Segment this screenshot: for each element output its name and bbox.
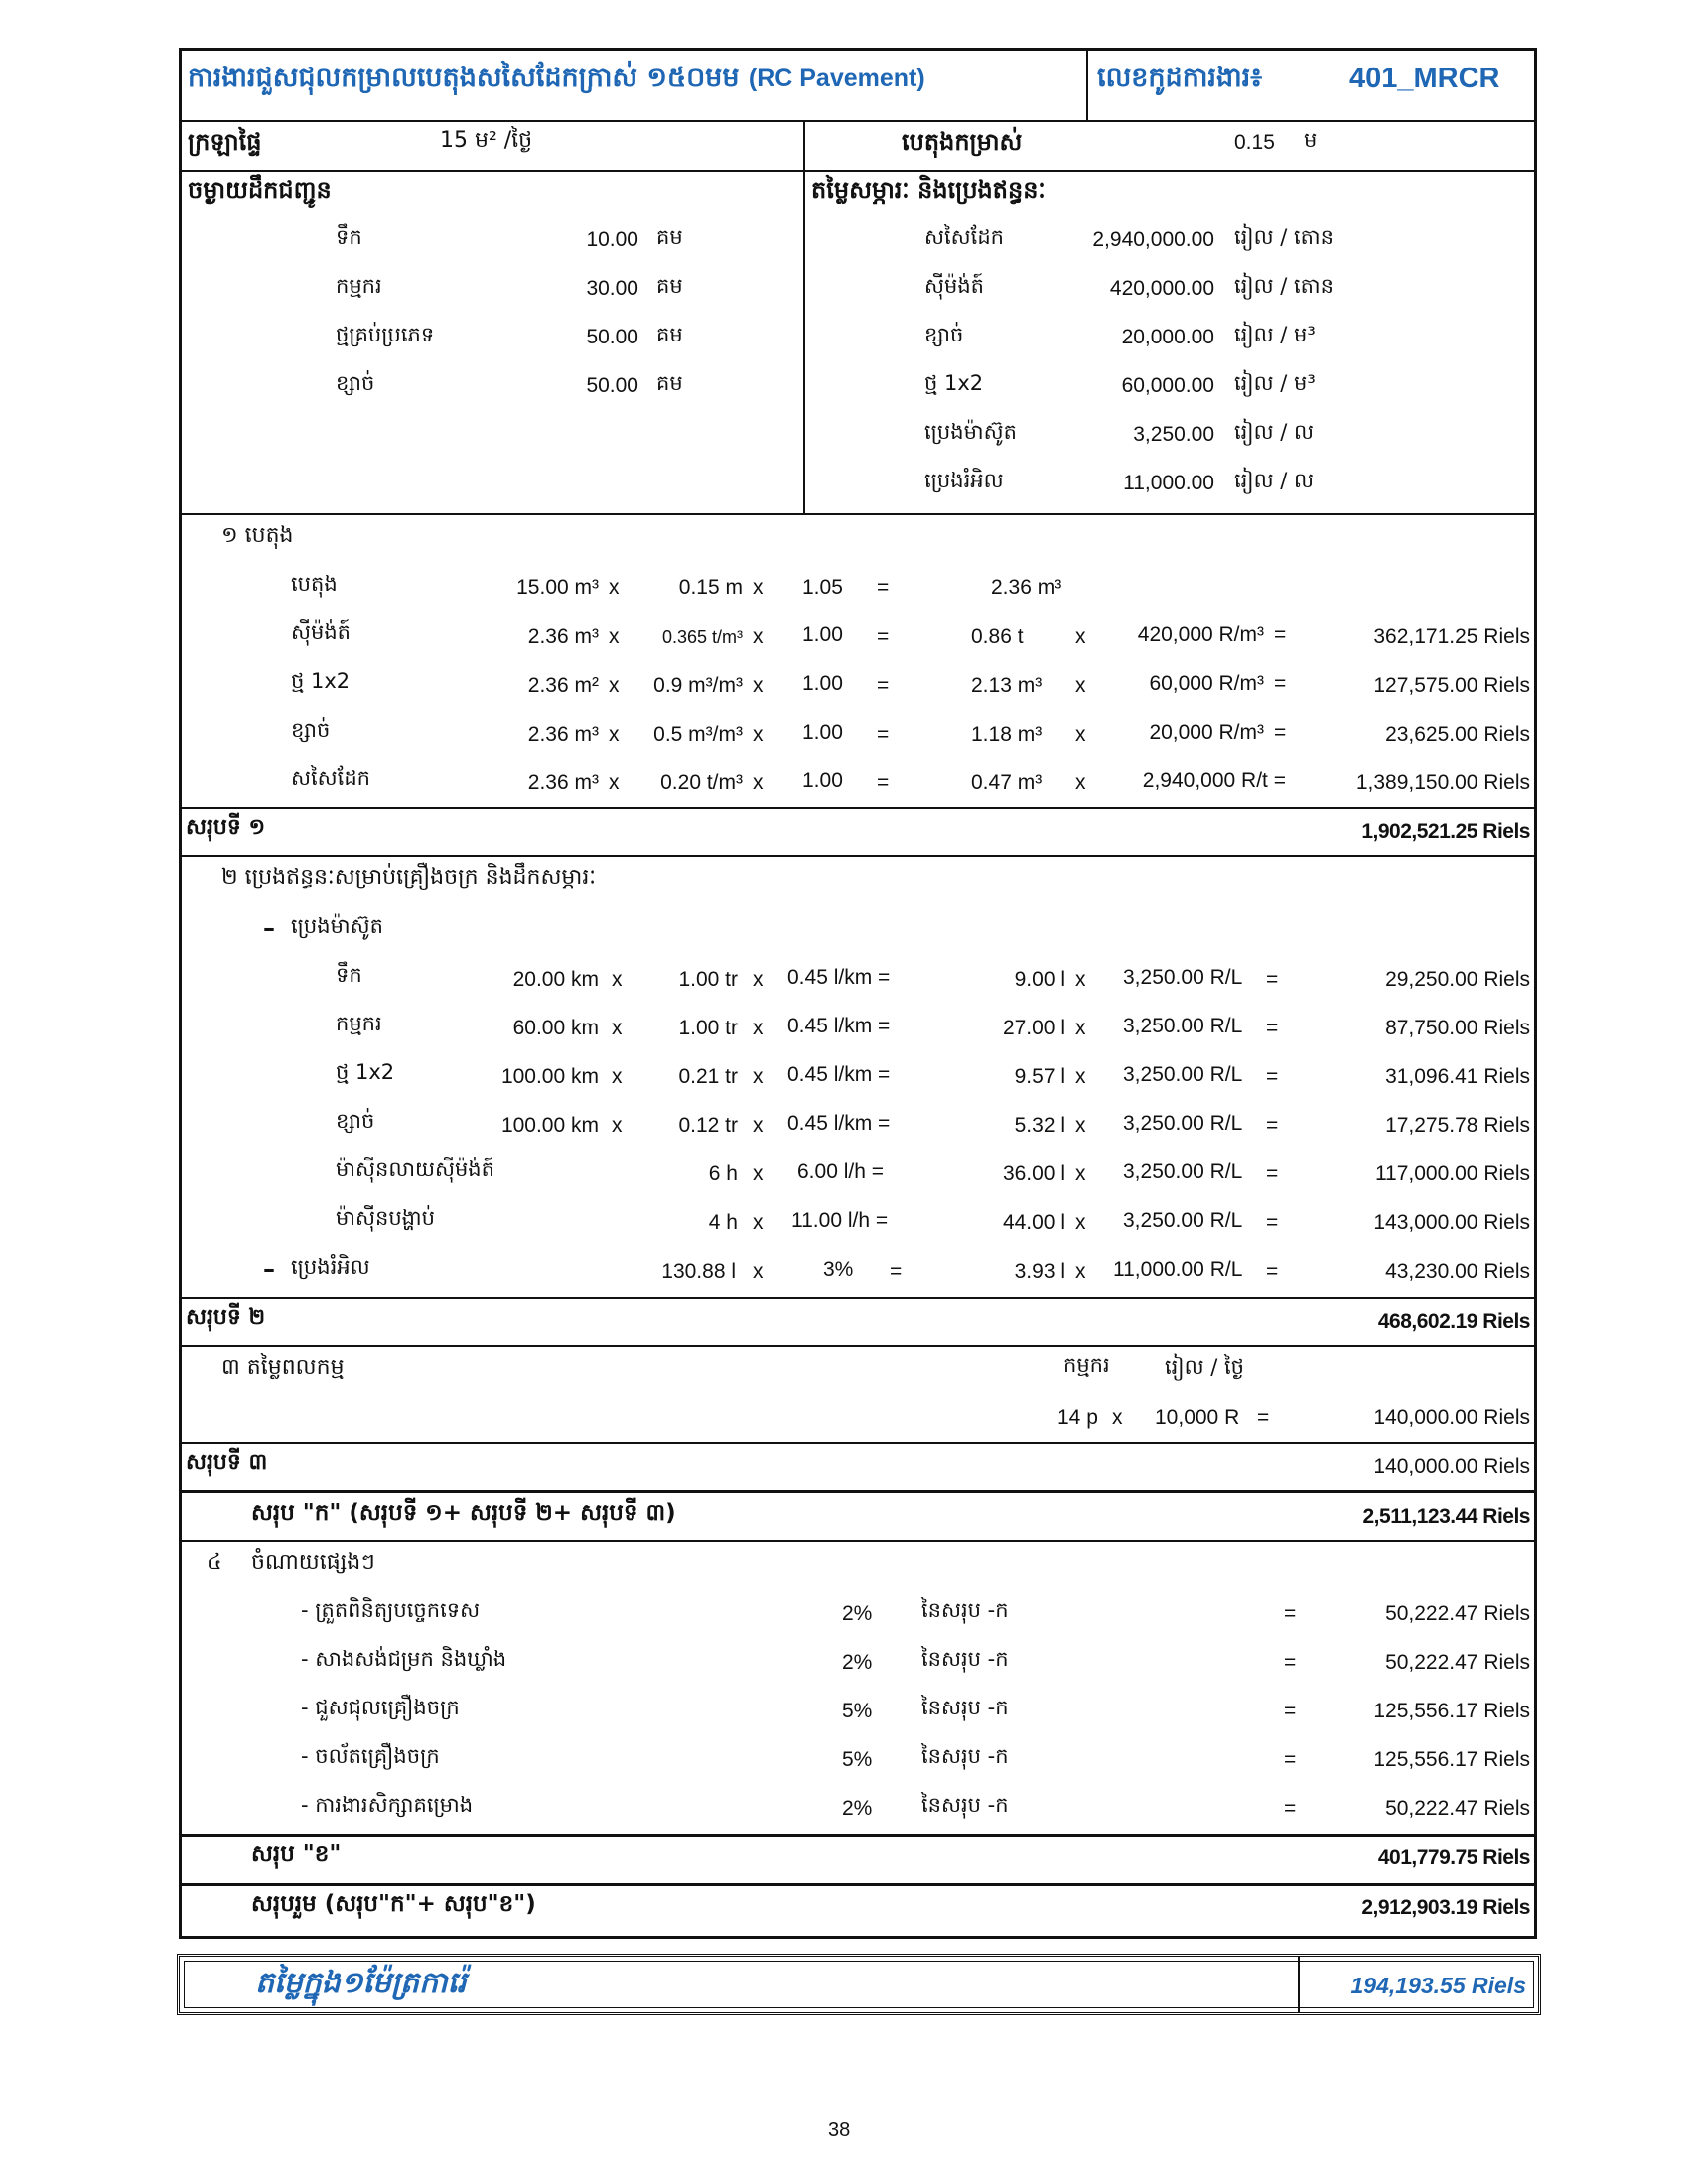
table-cell: 3,250.00 R/L <box>1123 1209 1243 1232</box>
grand-total-label: សរុបរួម (សរុប"ក"+ សរុប"ខ") <box>251 1891 536 1917</box>
table-cell: = <box>877 771 890 794</box>
price-item-value: 11,000.00 <box>1123 472 1214 494</box>
table-cell: = <box>1266 1017 1279 1039</box>
table-cell: 0.12 tr <box>678 1114 738 1137</box>
table-cell: x <box>609 723 620 746</box>
table-cell: x <box>609 576 620 599</box>
table-cell: 60.00 km <box>512 1017 599 1039</box>
price-item-value: 20,000.00 <box>1121 326 1214 348</box>
table-cell: 0.9 m³/m³ <box>653 674 743 697</box>
price-item-name: សសៃដែក <box>924 225 1004 249</box>
table-cell: x <box>753 576 764 599</box>
table-cell: 0.45 l/km = <box>787 1015 891 1037</box>
table-cell: 130.88 l <box>661 1260 736 1283</box>
distance-item-unit: គម <box>656 225 683 249</box>
table-cell: x <box>753 1260 764 1283</box>
table-cell: = <box>1274 721 1287 744</box>
table-cell: 0.5 m³/m³ <box>653 723 743 746</box>
price-item-name: ថ្ម 1x2 <box>924 371 984 395</box>
table-cell: = <box>1284 1748 1297 1771</box>
table-cell: 1.00 <box>802 721 843 744</box>
table-row-name: ស៊ីម៉ង់ត៍ <box>291 620 351 644</box>
table-cell-total: 31,096.41 Riels <box>1385 1065 1530 1088</box>
table-cell: 2.36 m³ <box>991 576 1062 599</box>
thickness-unit: ម <box>1304 128 1318 152</box>
table-cell: x <box>753 1017 764 1039</box>
table-cell: 1.00 <box>802 769 843 792</box>
divider <box>803 120 805 515</box>
section2-subtotal-label: សរុបទី ២ <box>186 1305 266 1330</box>
table-cell: នៃសរុប -ក <box>921 1793 1009 1817</box>
table-cell: x <box>1075 968 1086 991</box>
table-cell: 36.00 l <box>1002 1162 1065 1185</box>
table-cell: = <box>877 625 890 648</box>
table-cell: 100.00 km <box>500 1065 599 1088</box>
table-cell: = <box>1266 1211 1279 1234</box>
table-cell: x <box>612 1114 623 1137</box>
divider <box>182 1883 1534 1886</box>
table-cell-total: 127,575.00 Riels <box>1373 674 1530 697</box>
price-item-unit: រៀល / តោន <box>1234 225 1334 249</box>
table-cell: 0.365 t/m³ <box>661 627 743 647</box>
labor-col-rate: រៀល / ថ្ងៃ <box>1165 1355 1245 1379</box>
table-cell: 6.00 l/h = <box>797 1160 884 1183</box>
table-cell: x <box>1075 625 1086 648</box>
section1-subtotal-label: សរុបទី ១ <box>186 815 266 840</box>
total-b-label: សរុប "ខ" <box>251 1842 342 1867</box>
table-cell: = <box>1274 623 1287 646</box>
table-cell: 3.93 l <box>1014 1260 1065 1283</box>
table-cell: 2.36 m³ <box>527 771 599 794</box>
table-cell: 1.05 <box>802 576 843 599</box>
table-cell: 2.36 m³ <box>527 625 599 648</box>
unit-price-label: តម្លៃក្នុង១ម៉ែត្រការ៉េ <box>255 1966 467 2000</box>
table-cell: 15.00 m³ <box>516 576 599 599</box>
divider <box>182 1442 1534 1444</box>
table-cell: 44.00 l <box>1002 1211 1065 1234</box>
divider <box>182 1490 1534 1493</box>
table-cell-total: 125,556.17 Riels <box>1373 1748 1530 1771</box>
table-cell-total: 143,000.00 Riels <box>1373 1211 1530 1234</box>
table-cell: = <box>877 723 890 746</box>
divider <box>182 1297 1534 1299</box>
section3-subtotal-label: សរុបទី ៣ <box>186 1450 268 1475</box>
work-code-label: លេខកូដការងារ៖ <box>1097 63 1263 93</box>
table-cell: 3,250.00 R/L <box>1123 1112 1243 1135</box>
table-cell: = <box>1274 672 1287 695</box>
table-cell: x <box>609 674 620 697</box>
table-cell: 60,000 R/m³ <box>1149 672 1264 695</box>
table-cell: នៃសរុប -ក <box>921 1647 1009 1671</box>
table-cell-total: 50,222.47 Riels <box>1385 1651 1530 1674</box>
table-cell: = <box>890 1260 903 1283</box>
table-cell: 10,000 R <box>1155 1406 1240 1429</box>
table-cell: x <box>1075 1211 1086 1234</box>
distance-item-name: ថ្មគ្រប់ប្រភេទ <box>336 323 435 346</box>
table-cell-total: 362,171.25 Riels <box>1373 625 1530 648</box>
table-cell: = <box>1266 1162 1279 1185</box>
table-cell: = <box>1284 1602 1297 1625</box>
price-item-name: ប្រេងម៉ាស៊ូត <box>924 420 1017 444</box>
distance-item-value: 30.00 <box>586 277 638 300</box>
price-item-unit: រៀល / ល <box>1234 420 1315 444</box>
table-cell: x <box>609 625 620 648</box>
section2-subtotal: 468,602.19 Riels <box>1377 1310 1530 1333</box>
section1-subtotal: 1,902,521.25 Riels <box>1361 820 1530 843</box>
table-row-name: ខ្សាច់ <box>291 718 331 742</box>
page-number: 38 <box>828 2119 851 2141</box>
thickness-label: បេតុងកម្រាស់ <box>902 128 1023 156</box>
total-a-value: 2,511,123.44 Riels <box>1362 1505 1530 1528</box>
divider <box>1086 51 1088 120</box>
table-row-name: បេតុង <box>291 572 338 596</box>
divider <box>182 170 1534 172</box>
table-cell-total: 17,275.78 Riels <box>1385 1114 1530 1137</box>
unit-price-value: 194,193.55 Riels <box>1350 1973 1526 1998</box>
table-cell: 2,940,000 R/t = <box>1142 769 1286 792</box>
table-cell: 2.13 m³ <box>971 674 1043 697</box>
table-row-name: - ការងារសិក្សាគម្រោង <box>301 1793 474 1817</box>
table-cell: x <box>753 1162 764 1185</box>
table-cell: 20,000 R/m³ <box>1149 721 1264 744</box>
table-cell: x <box>753 771 764 794</box>
table-cell-total: 50,222.47 Riels <box>1385 1602 1530 1625</box>
table-cell: 0.45 l/km = <box>787 966 891 989</box>
table-row-name: - ជួសជុលគ្រឿងចក្រ <box>301 1696 460 1719</box>
table-cell: x <box>753 674 764 697</box>
table-cell-total: 117,000.00 Riels <box>1374 1162 1530 1185</box>
table-cell: 420,000 R/m³ <box>1137 623 1264 646</box>
price-item-value: 420,000.00 <box>1109 277 1214 300</box>
table-cell: នៃសរុប -ក <box>921 1696 1009 1719</box>
table-cell: 3,250.00 R/L <box>1123 966 1243 989</box>
table-cell: 27.00 l <box>1002 1017 1065 1039</box>
section1-title: ១ បេតុង <box>221 523 294 548</box>
table-cell: 5.32 l <box>1014 1114 1065 1137</box>
table-cell: 2% <box>842 1797 873 1820</box>
table-cell: 0.21 tr <box>678 1065 738 1088</box>
sheet-title <box>188 65 925 91</box>
section3-subtotal: 140,000.00 Riels <box>1373 1455 1530 1478</box>
table-cell: 0.20 t/m³ <box>660 771 743 794</box>
table-cell: 3,250.00 R/L <box>1123 1015 1243 1037</box>
table-cell-total: 23,625.00 Riels <box>1385 723 1530 746</box>
labor-col-workers: កម្មករ <box>1063 1353 1110 1377</box>
table-cell: x <box>753 1211 764 1234</box>
table-row-name: ប្រេងរំអិល <box>291 1255 370 1279</box>
table-cell: 0.45 l/km = <box>787 1112 891 1135</box>
table-row-name: - ត្រួតពិនិត្យបច្ចេកទេស <box>301 1598 481 1622</box>
price-item-name: ប្រេងរំអិល <box>924 469 1004 492</box>
productivity-label: ក្រឡាផ្ទៃ <box>188 128 262 156</box>
divider <box>182 1834 1534 1837</box>
table-cell: x <box>1075 1017 1086 1039</box>
table-cell: 5% <box>842 1700 873 1722</box>
table-cell: 2.36 m² <box>527 674 599 697</box>
table-cell: = <box>1284 1651 1297 1674</box>
divider <box>182 1540 1534 1542</box>
table-cell: = <box>1266 1260 1279 1283</box>
table-cell: x <box>1075 1114 1086 1137</box>
table-cell: 5% <box>842 1748 873 1771</box>
table-cell-total: 140,000.00 Riels <box>1373 1406 1530 1429</box>
table-cell: x <box>753 968 764 991</box>
table-cell-total: 50,222.47 Riels <box>1385 1797 1530 1820</box>
table-cell: 0.86 t <box>971 625 1024 648</box>
table-cell: x <box>753 1114 764 1137</box>
distance-item-value: 50.00 <box>586 326 638 348</box>
divider <box>182 807 1534 809</box>
table-cell: = <box>877 674 890 697</box>
table-cell: x <box>609 771 620 794</box>
table-cell: x <box>1075 723 1086 746</box>
table-row-name: - ចល័តគ្រឿងចក្រ <box>301 1744 440 1768</box>
table-row-name: សសៃដែក <box>291 766 370 790</box>
table-cell: 3,250.00 R/L <box>1123 1063 1243 1086</box>
distance-item-name: ទឹក <box>336 225 362 249</box>
price-item-unit: រៀល / ម³ <box>1234 323 1316 346</box>
divider <box>182 513 1534 515</box>
price-item-name: ស៊ីម៉ង់ត៍ <box>924 274 984 298</box>
table-cell: = <box>877 576 890 599</box>
bullet-dash: – <box>263 914 275 942</box>
distance-item-unit: គម <box>656 323 683 346</box>
table-cell-total: 29,250.00 Riels <box>1385 968 1530 991</box>
table-cell: 3,250.00 R/L <box>1123 1160 1243 1183</box>
table-cell: 4 h <box>708 1211 738 1234</box>
table-cell: 1.00 <box>802 623 843 646</box>
distance-item-unit: គម <box>656 274 683 298</box>
price-item-value: 60,000.00 <box>1121 374 1214 397</box>
grand-total-value: 2,912,903.19 Riels <box>1361 1896 1530 1919</box>
distance-item-value: 50.00 <box>586 374 638 397</box>
price-item-name: ខ្សាច់ <box>924 323 964 346</box>
table-row-name: កម្មករ <box>336 1012 382 1035</box>
title-english: (RC Pavement) <box>748 65 925 92</box>
table-cell: x <box>753 625 764 648</box>
table-cell: x <box>1075 1260 1086 1283</box>
price-item-unit: រៀល / តោន <box>1234 274 1334 298</box>
table-cell: = <box>1284 1797 1297 1820</box>
table-cell: x <box>1112 1406 1123 1429</box>
diesel-label: ប្រេងម៉ាស៊ូត <box>291 914 383 938</box>
table-cell: 9.00 l <box>1014 968 1065 991</box>
table-cell: 1.18 m³ <box>971 723 1043 746</box>
table-cell: = <box>1284 1700 1297 1722</box>
table-cell: x <box>612 968 623 991</box>
table-cell: x <box>1075 771 1086 794</box>
table-cell: x <box>1075 1162 1086 1185</box>
table-cell-total: 1,389,150.00 Riels <box>1355 771 1530 794</box>
distance-item-name: កម្មករ <box>336 274 382 298</box>
price-item-unit: រៀល / ម³ <box>1234 371 1316 395</box>
table-cell: 11,000.00 R/L <box>1113 1258 1243 1281</box>
table-cell: x <box>753 1065 764 1088</box>
table-cell: = <box>1257 1406 1270 1429</box>
table-cell: 20.00 km <box>512 968 599 991</box>
table-cell: 3% <box>823 1258 854 1281</box>
table-row-name: ម៉ាស៊ីនលាយស៊ីម៉ង់ត៍ <box>336 1158 494 1181</box>
table-cell-total: 43,230.00 Riels <box>1385 1260 1530 1283</box>
section4-title: ចំណាយផ្សេងៗ <box>251 1550 375 1574</box>
table-row-name: - សាងសង់ជម្រក និងឃ្លាំង <box>301 1647 507 1671</box>
table-cell: 2% <box>842 1651 873 1674</box>
divider <box>182 855 1534 857</box>
table-cell: x <box>612 1065 623 1088</box>
table-cell: 0.45 l/km = <box>787 1063 891 1086</box>
table-cell: 9.57 l <box>1014 1065 1065 1088</box>
section2-title: ២ ប្រេងឥន្ធនៈសម្រាប់គ្រឿងចក្រ និងដឹកសម្ភារៈ <box>221 865 597 889</box>
total-a-label: សរុប "ក" (សរុបទី ១+ សរុបទី ២+ សរុបទី ៣) <box>251 1500 676 1526</box>
work-code: 401_MRCR <box>1349 63 1500 94</box>
total-b-value: 401,779.75 Riels <box>1377 1846 1530 1869</box>
table-cell: 1.00 tr <box>678 1017 738 1039</box>
section4-number: ៤ <box>207 1550 222 1574</box>
table-row-name: ថ្ម 1x2 <box>336 1060 395 1084</box>
unit-price-box <box>177 1954 1541 2015</box>
table-row-name: ខ្សាច់ <box>336 1109 375 1133</box>
table-cell-total: 125,556.17 Riels <box>1373 1700 1530 1722</box>
table-cell: នៃសរុប -ក <box>921 1598 1009 1622</box>
table-cell: x <box>753 723 764 746</box>
divider <box>182 120 1534 122</box>
price-item-unit: រៀល / ល <box>1234 469 1315 492</box>
price-item-value: 2,940,000.00 <box>1092 228 1214 251</box>
cost-sheet <box>179 48 1537 1939</box>
table-cell: 2% <box>842 1602 873 1625</box>
divider <box>182 1345 1534 1347</box>
table-cell: 0.15 m <box>678 576 743 599</box>
table-row-name: ថ្ម 1x2 <box>291 669 351 693</box>
distance-item-unit: គម <box>656 371 683 395</box>
table-cell: 1.00 <box>802 672 843 695</box>
table-cell-total: 87,750.00 Riels <box>1385 1017 1530 1039</box>
table-cell: 14 p <box>1057 1406 1098 1429</box>
table-cell: = <box>1266 1114 1279 1137</box>
table-cell: 6 h <box>708 1162 738 1185</box>
table-cell: x <box>612 1017 623 1039</box>
title-khmer: ការងារជួសជុលកម្រាលបេតុងសសៃដែកក្រាស់ ១៥០មម <box>188 63 740 93</box>
price-item-value: 3,250.00 <box>1133 423 1214 446</box>
table-row-name: ម៉ាស៊ីនបង្ហាប់ <box>336 1206 435 1230</box>
distance-item-value: 10.00 <box>586 228 638 251</box>
thickness-value: 0.15 <box>1234 131 1275 154</box>
prices-label: តម្លៃសម្ភារៈ និងប្រេងឥន្ធនៈ <box>811 176 1046 204</box>
distance-label: ចម្ងាយដឹកជញ្ជូន <box>188 176 332 204</box>
table-cell: 2.36 m³ <box>527 723 599 746</box>
divider <box>1298 1957 1300 2012</box>
section3-title: ៣ តម្លៃពលកម្ម <box>221 1355 345 1380</box>
table-cell: = <box>1266 1065 1279 1088</box>
table-cell: 1.00 tr <box>678 968 738 991</box>
distance-item-name: ខ្សាច់ <box>336 371 375 395</box>
bullet-dash: – <box>263 1255 275 1283</box>
table-row-name: ទឹក <box>336 963 362 987</box>
table-cell: នៃសរុប -ក <box>921 1744 1009 1768</box>
table-cell: 11.00 l/h = <box>791 1209 889 1232</box>
table-cell: 0.47 m³ <box>971 771 1043 794</box>
table-cell: = <box>1266 968 1279 991</box>
table-cell: x <box>1075 1065 1086 1088</box>
table-cell: x <box>1075 674 1086 697</box>
productivity-value: 15 ម² /ថ្ងៃ <box>440 128 533 153</box>
table-cell: 100.00 km <box>500 1114 599 1137</box>
